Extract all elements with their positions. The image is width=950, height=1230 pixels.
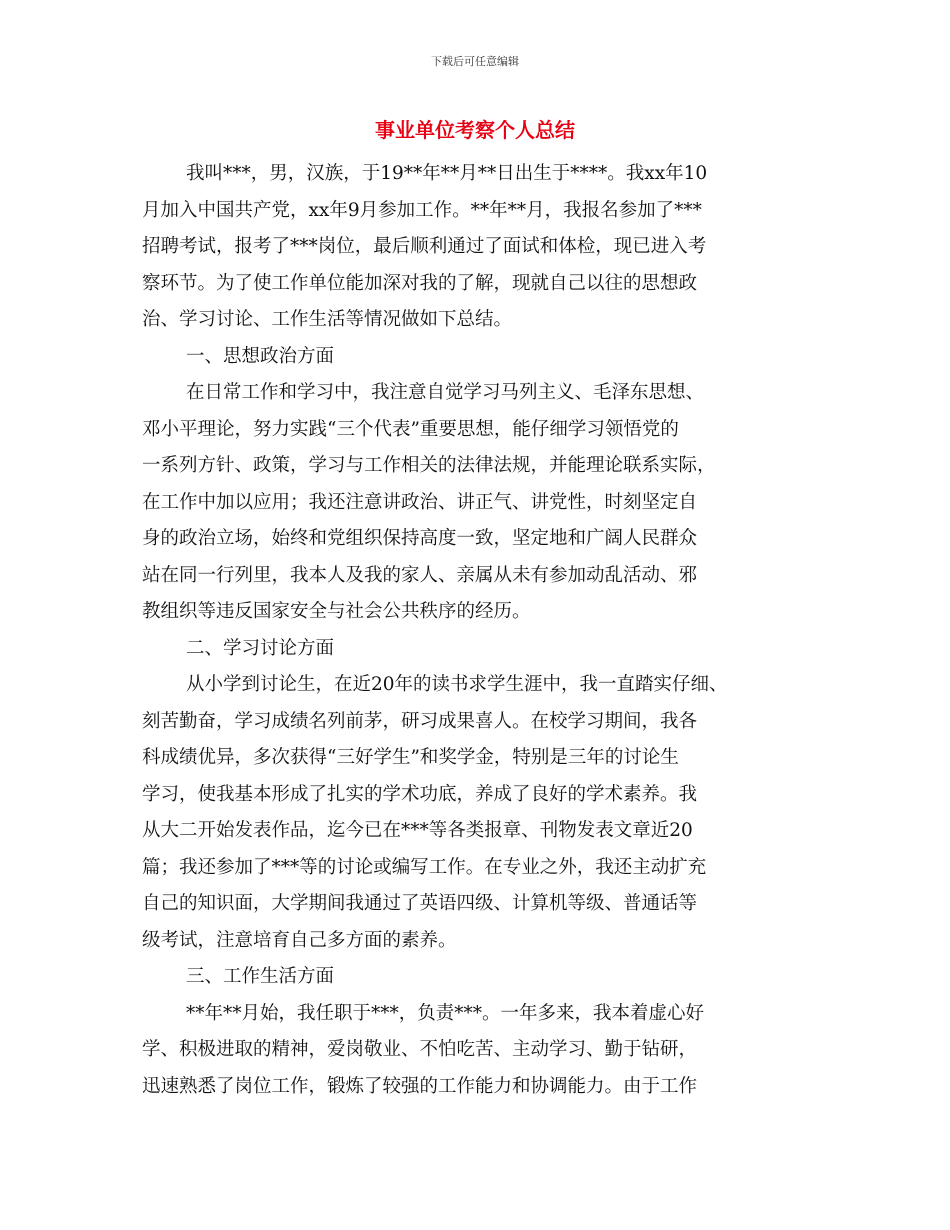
text-line: 在日常工作和学习中，我注意自觉学习马列主义、毛泽东思想、 (186, 382, 705, 403)
text-line: 身的政治立场，始终和党组织保持高度一致，坚定地和广阔人民群众 (142, 528, 698, 549)
text-line: 自己的知识面，大学期间我通过了英语四级、计算机等级、普通话等 (142, 893, 698, 914)
text-line: 学、积极进取的精神，爱岗敬业、不怕吃苦、主动学习、勤于钻研， (142, 1039, 698, 1060)
text-line: 教组织等违反国家安全与社会公共秩序的经历。 (142, 601, 531, 622)
text-line: 从小学到讨论生，在近20年的读书求学生涯中，我一直踏实仔细、 (186, 674, 728, 695)
document-title: 事业单位考察个人总结 (375, 118, 575, 142)
text-line: 科成绩优异，多次获得“三好学生”和奖学金，特别是三年的讨论生 (142, 747, 679, 768)
page-header: 下载后可任意编辑 (431, 55, 519, 68)
text-line: 二、学习讨论方面 (186, 637, 335, 659)
text-line: 治、学习讨论、工作生活等情况做如下总结。 (142, 309, 513, 330)
text-line: 级考试，注意培育自己多方面的素养。 (142, 929, 457, 951)
text-line: 篇；我还参加了***等的讨论或编写工作。在专业之外，我还主动扩充 (142, 856, 707, 878)
text-line: 刻苦勤奋，学习成绩名列前茅，研习成果喜人。在校学习期间，我各 (142, 710, 698, 732)
text-line: 一、思想政治方面 (186, 345, 335, 367)
text-line: 我叫***，男，汉族，于19**年**月**日出生于****。我xx年10 (186, 163, 708, 184)
text-line: 迅速熟悉了岗位工作，锻炼了较强的工作能力和协调能力。由于工作 (142, 1075, 698, 1097)
text-line: 站在同一行列里，我本人及我的家人、亲属从未有参加动乱活动、邪 (142, 564, 698, 586)
text-line: 从大二开始发表作品，迄今已在***等各类报章、刊物发表文章近20 (142, 820, 693, 841)
text-line: 邓小平理论，努力实践“三个代表”重要思想，能仔细学习领悟党的 (142, 418, 679, 440)
document-body (142, 156, 842, 1105)
text-line: 察环节。为了使工作单位能加深对我的了解，现就自己以往的思想政 (142, 272, 698, 294)
text-line: 招聘考试，报考了***岗位，最后顺利通过了面试和体检，现已进入考 (142, 236, 707, 257)
text-line: 月加入中国共产党，xx年9月参加工作。**年**月，我报名参加了*** (142, 199, 702, 221)
text-line: 学习，使我基本形成了扎实的学术功底，养成了良好的学术素养。我 (142, 783, 698, 805)
text-line: 三、工作生活方面 (186, 966, 335, 987)
text-line: **年**月始，我任职于***，负责***。一年多来，我本着虚心好 (186, 1002, 705, 1024)
text-line: 在工作中加以应用；我还注意讲政治、讲正气、讲党性，时刻坚定自 (142, 491, 698, 513)
text-line: 一系列方针、政策，学习与工作相关的法律法规，并能理论联系实际， (142, 455, 716, 476)
